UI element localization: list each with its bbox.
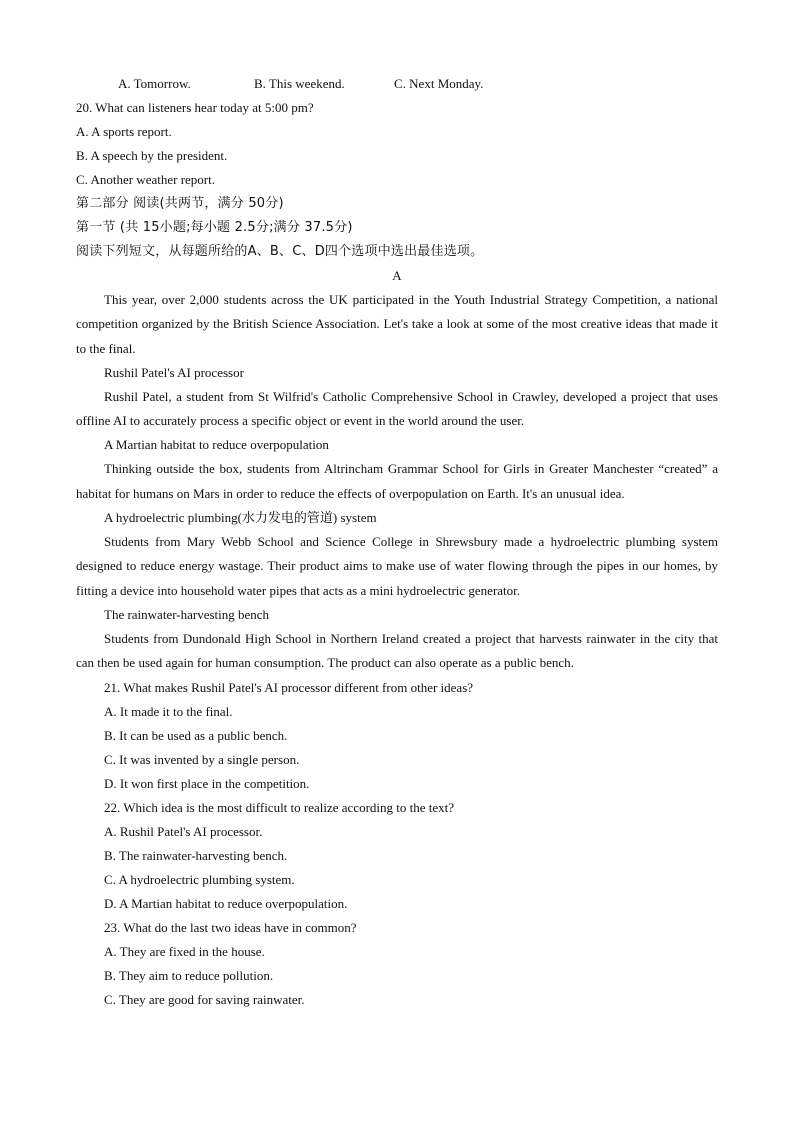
q21-question: 21. What makes Rushil Patel's AI processor different from other ideas? — [104, 679, 474, 695]
q19-option-a[interactable]: A. Tomorrow. — [118, 76, 191, 91]
idea2-text: Thinking outside the box, students from Altrincham Grammar School for Girls in Greater Manchester “created” a habitat for humans on Mars in order to reduce the effects of overpopulation on Earth. It's an unusual idea. — [76, 461, 718, 501]
q23-option-a[interactable]: A. They are fixed in the house. — [104, 943, 265, 959]
q21-option-d[interactable]: D. It won first place in the competition. — [104, 775, 310, 791]
q22-question: 22. Which idea is the most difficult to realize according to the text? — [104, 799, 455, 815]
idea1-text: Rushil Patel, a student from St Wilfrid's Catholic Comprehensive School in Crawley, developed a project that uses offline AI to accurately process a specific object or event in the world around the user. — [76, 388, 718, 429]
q22-option-a[interactable]: A. Rushil Patel's AI processor. — [104, 823, 263, 839]
q22-option-d[interactable]: D. A Martian habitat to reduce overpopulation. — [104, 895, 348, 911]
document-page — [76, 72, 718, 1012]
q19-options — [76, 72, 718, 96]
instructions: 阅读下列短文，从每题所给的A、B、C、D四个选项中选出最佳选项。 — [76, 244, 484, 259]
idea4-title: The rainwater-harvesting bench — [104, 606, 270, 622]
q21-option-a[interactable]: A. It made it to the final. — [104, 703, 233, 719]
idea2-title: A Martian habitat to reduce overpopulation — [104, 437, 329, 453]
idea3-text: Students from Mary Webb School and Science College in Shrewsbury made a hydroelectric plumbing system designed to reduce energy wastage. Their product aims to make use of water flowing through the pipes in our homes, by fitting a device into household water pipes that acts as a mini hydroelectric generator. — [76, 534, 718, 598]
q21-option-b[interactable]: B. It can be used as a public bench. — [104, 727, 288, 743]
q20-question: 20. What can listeners hear today at 5:00 pm? — [76, 100, 314, 115]
q21-option-c[interactable]: C. It was invented by a single person. — [104, 751, 300, 767]
q20-option-b[interactable]: B. A speech by the president. — [76, 148, 228, 163]
q23-question: 23. What do the last two ideas have in common? — [104, 919, 357, 935]
passage-label: A — [392, 268, 402, 283]
q20-option-c[interactable]: C. Another weather report. — [76, 172, 215, 187]
q19-option-b[interactable]: B. This weekend. — [254, 76, 345, 91]
q23-option-b[interactable]: B. They aim to reduce pollution. — [104, 967, 274, 983]
section1-heading: 第一节 (共 15小题;每小题 2.5分;满分 37.5分) — [76, 220, 353, 235]
q22-option-c[interactable]: C. A hydroelectric plumbing system. — [104, 871, 295, 887]
q20-option-a[interactable]: A. A sports report. — [76, 124, 172, 139]
part2-heading: 第二部分 阅读(共两节，满分 50分) — [76, 196, 284, 211]
idea3-title: A hydroelectric plumbing(水力发电的管道) system — [104, 510, 377, 526]
idea4-text: Students from Dundonald High School in Northern Ireland created a project that harvests rainwater in the city that can then be used again for human consumption. The product can also operate as a public bench. — [76, 630, 718, 671]
q19-option-c[interactable]: C. Next Monday. — [394, 76, 484, 91]
q23-option-c[interactable]: C. They are good for saving rainwater. — [104, 991, 305, 1007]
passage-intro: This year, over 2,000 students across the UK participated in the Youth Industrial Strategy Competition, a national competition organized by the British Science Association. Let's take a look at some of the most creative ideas that made it to the final. — [76, 292, 718, 356]
idea1-title: Rushil Patel's AI processor — [104, 364, 244, 380]
q22-option-b[interactable]: B. The rainwater-harvesting bench. — [104, 847, 288, 863]
